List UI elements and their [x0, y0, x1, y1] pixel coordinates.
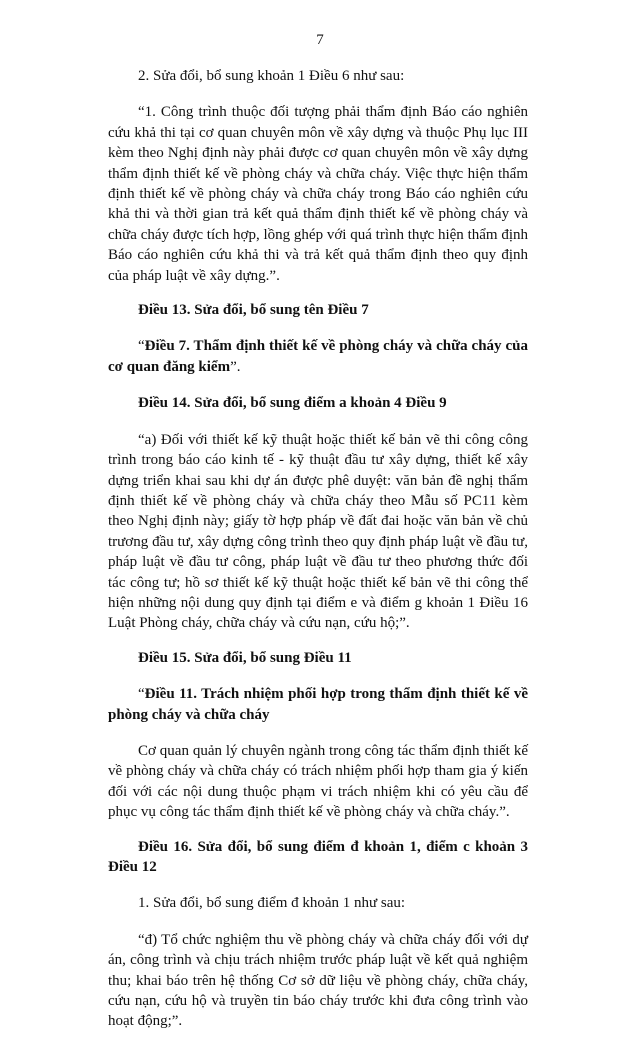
article-16-heading: Điều 16. Sửa đổi, bổ sung điểm đ khoản 1, điểm c khoản 3 Điều 12 — [108, 838, 528, 875]
paragraph-quoted-clause-1: “1. Công trình thuộc đối tượng phải thẩm định Báo cáo nghiên cứu khả thi tại cơ quan chuyên môn về xây dựng và thuộc Phụ lục III kèm theo Nghị định này phải được cơ quan chuyên môn về xây dựng thẩm định thiết kế về phòng cháy và chữa cháy. Việc thực hiện thẩm định thiết kế về phòng cháy và chữa cháy trong Báo cáo nghiên cứu khả thi và thời gian trả kết quả thẩm định thiết kế về phòng cháy và chữa cháy được tích hợp, lồng ghép với quá trình thực hiện thẩm định Báo cáo nghiên cứu khả thi và trả kết quả thẩm định theo quy định của pháp luật về xây dựng.”. — [108, 104, 528, 284]
page-number: 7 — [316, 32, 324, 48]
paragraph-point-d-quote: “đ) Tổ chức nghiệm thu về phòng cháy và chữa cháy đối với dự án, công trình và chịu trách nhiệm trước pháp luật về kết quả nghiệm thu; khai báo trên hệ thống Cơ sở dữ liệu về phòng cháy, chữa cháy, cứu nạn, cứu hộ và truyền tin báo cháy trước khi đưa công trình vào hoạt động;”. — [108, 931, 528, 1030]
article-14-heading: Điều 14. Sửa đổi, bổ sung điểm a khoản 4 Điều 9 — [138, 395, 447, 412]
document-body — [108, 66, 528, 1048]
paragraph-clause-2-intro: 2. Sửa đổi, bổ sung khoản 1 Điều 6 như sau: — [138, 68, 405, 84]
paragraph-point-a-quote: “a) Đối với thiết kế kỹ thuật hoặc thiết kế bản vẽ thi công công trình trong báo cáo kinh tế - kỹ thuật đầu tư xây dựng, thiết kế xây dựng triển khai sau khi dự án được phê duyệt: văn bản đề nghị thẩm định thiết kế về phòng cháy và chữa cháy theo Mẫu số PC11 kèm theo Nghị định này; giấy tờ hợp pháp về đất đai hoặc văn bản về chủ trương đầu tư, xây dựng công trình theo quy định pháp luật về đầu tư, pháp luật về đầu tư công, pháp luật về đầu tư theo phương thức đối tác công tư; hồ sơ thiết kế kỹ thuật hoặc thiết kế bản vẽ thi công thể hiện những nội dung quy định tại điểm e và điểm g khoản 1 Điều 16 Luật Phòng cháy, chữa cháy và cứu nạn, cứu hộ;”. — [108, 431, 528, 632]
paragraph-point-d-intro: 1. Sửa đổi, bổ sung điểm đ khoản 1 như sau: — [138, 895, 406, 912]
article-7-title-quote: “Điều 7. Thẩm định thiết kế về phòng cháy và chữa cháy của cơ quan đăng kiểm”. — [108, 338, 528, 375]
article-13-heading: Điều 13. Sửa đổi, bổ sung tên Điều 7 — [138, 302, 369, 319]
paragraph-article-11-body: Cơ quan quản lý chuyên ngành trong công tác thẩm định thiết kế về phòng cháy và chữa cháy có trách nhiệm phối hợp tham gia ý kiến đối với các nội dung thuộc phạm vi trách nhiệm khi có yêu cầu để phục vụ công tác thẩm định thiết kế về phòng cháy và chữa cháy.”. — [108, 742, 528, 821]
article-11-title-quote: “Điều 11. Trách nhiệm phối hợp trong thẩm định thiết kế về phòng cháy và chữa cháy — [108, 686, 528, 723]
article-15-heading: Điều 15. Sửa đổi, bổ sung Điều 11 — [138, 649, 352, 666]
